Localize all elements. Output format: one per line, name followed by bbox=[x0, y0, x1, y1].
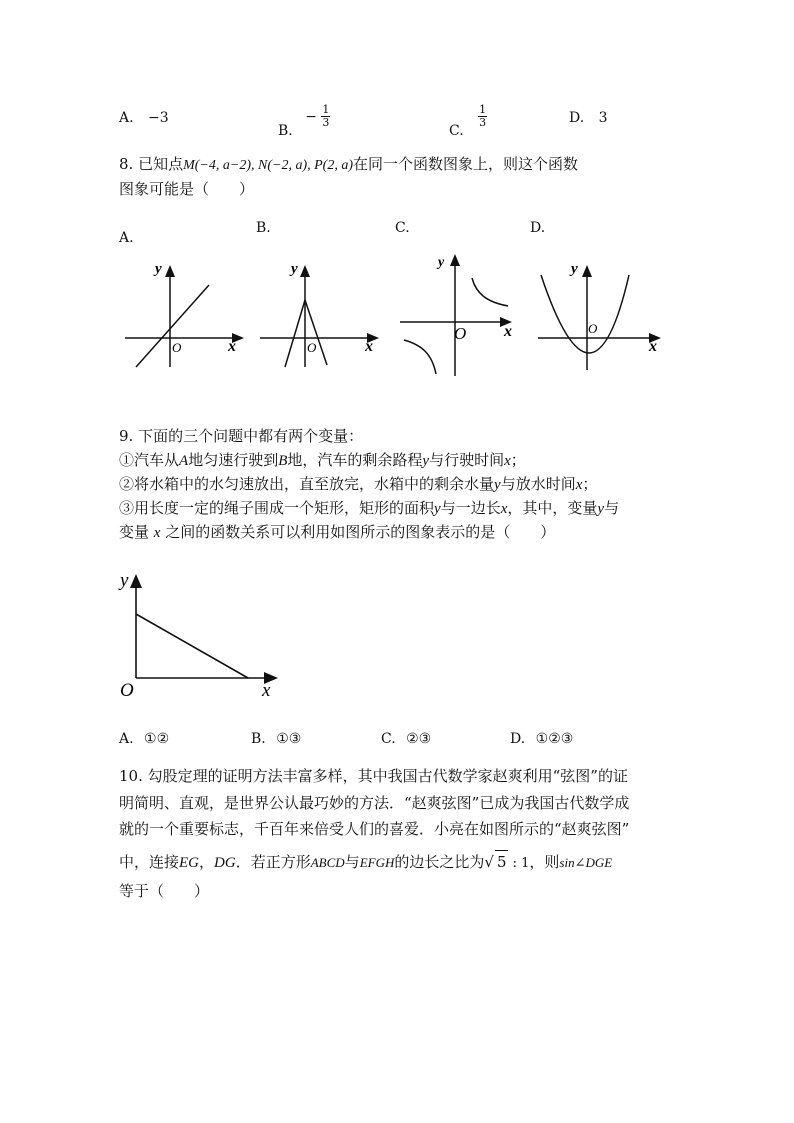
variable: x bbox=[153, 525, 161, 541]
variable: y bbox=[434, 501, 441, 517]
text-segment: ； bbox=[510, 451, 526, 469]
y-label: y bbox=[120, 570, 129, 591]
variable: ABCD bbox=[310, 855, 345, 870]
q10-line3: 就的一个重要标志，千百年来倍受人们的喜爱．小亮在如图所示的“赵爽弦图” bbox=[119, 820, 630, 838]
denominator: 3 bbox=[322, 116, 330, 129]
text-segment: ①汽车从 bbox=[119, 451, 180, 469]
text-segment: ，其中，变量 bbox=[507, 499, 598, 517]
variable: DG bbox=[214, 855, 236, 871]
q9-item2 bbox=[119, 473, 597, 496]
q8-graph-a bbox=[120, 255, 250, 375]
q8-label-c: C. bbox=[395, 220, 410, 236]
numerator: 1 bbox=[322, 103, 330, 116]
y-label: y bbox=[291, 261, 298, 277]
variable: B bbox=[278, 453, 288, 469]
numerator: 1 bbox=[479, 103, 487, 116]
denominator: 3 bbox=[479, 116, 487, 129]
origin-label: O bbox=[588, 321, 598, 336]
text-segment: ， bbox=[199, 853, 215, 871]
y-arrow-icon bbox=[300, 265, 310, 277]
q8-label-b: B. bbox=[256, 220, 271, 236]
variable: EFGH bbox=[359, 855, 395, 870]
q8-prefix: 已知点 bbox=[138, 155, 184, 173]
q9-item3 bbox=[119, 497, 619, 520]
text-segment: 地匀速行驶到 bbox=[188, 451, 279, 469]
option-letter: A. bbox=[119, 110, 134, 126]
q10-line1: 10. 勾股定理的证明方法丰富多样，其中我国古代数学家赵爽利用“弦图”的证 bbox=[119, 767, 628, 785]
text-segment: 与一边长 bbox=[440, 499, 501, 517]
q7-option-c bbox=[449, 103, 487, 139]
q8-suffix: 在同一个函数图象上，则这个函数 bbox=[352, 155, 578, 173]
text-segment: 与放水时间 bbox=[500, 475, 576, 493]
text-segment: ②将水箱中的水匀速放出，直至放完，水箱中的剩余水量 bbox=[119, 475, 495, 493]
text-segment: 与 bbox=[604, 499, 620, 517]
y-label: y bbox=[571, 261, 578, 277]
q9-option-c bbox=[381, 731, 431, 747]
variable: EG bbox=[179, 855, 200, 871]
q8-points: M(−4, a−2), N(−2, a), P(2, a) bbox=[183, 158, 353, 173]
q8-label-d: D. bbox=[530, 220, 546, 236]
sin-expression: sin∠DGE bbox=[559, 855, 613, 870]
option-letter: C. bbox=[381, 731, 396, 747]
q7-option-d bbox=[569, 110, 608, 126]
x-label: x bbox=[504, 323, 512, 340]
option-letter: B. bbox=[251, 731, 266, 747]
text-segment: 地，汽车的剩余路程 bbox=[287, 451, 423, 469]
variable: x bbox=[500, 501, 508, 517]
origin-label: O bbox=[454, 324, 467, 343]
option-value: −3 bbox=[148, 110, 169, 126]
q9-item3-continued bbox=[119, 521, 555, 544]
radicand: 5 bbox=[495, 850, 509, 873]
x-label: x bbox=[228, 338, 236, 355]
variable: y bbox=[422, 453, 430, 469]
option-value: ②③ bbox=[406, 731, 432, 747]
q9-title: 9. 下面的三个问题中都有两个变量： bbox=[119, 427, 364, 445]
q10-line4 bbox=[119, 850, 612, 875]
variable: y bbox=[597, 501, 605, 517]
text-segment: 与 bbox=[344, 853, 360, 871]
y-arrow-icon bbox=[582, 265, 592, 277]
q9-option-d bbox=[510, 731, 573, 747]
x-label: x bbox=[262, 680, 271, 699]
q8-stem-line1 bbox=[119, 153, 578, 177]
q8-label-a: A. bbox=[119, 230, 134, 246]
variable: x bbox=[504, 453, 511, 469]
text-segment: 中，连接 bbox=[119, 853, 180, 871]
text-segment: 与行驶时间 bbox=[429, 451, 505, 469]
text-segment: ③用长度一定的绳子围成一个矩形，矩形的面积 bbox=[119, 499, 435, 517]
option-sign: − bbox=[305, 108, 317, 125]
q9-graph bbox=[112, 564, 287, 699]
ratio: : 1 bbox=[508, 856, 530, 871]
q8-stem-line2: 图象可能是（ ） bbox=[119, 180, 255, 198]
option-letter: D. bbox=[510, 731, 526, 747]
origin-label: O bbox=[120, 680, 134, 699]
text-segment: ，则 bbox=[529, 853, 560, 871]
y-label: y bbox=[155, 261, 162, 277]
hyperbola-branch-right bbox=[472, 278, 508, 306]
option-value: ①③ bbox=[276, 731, 302, 747]
text-segment: 之间的函数关系可以利用如图所示的图象表示的是（ ） bbox=[165, 523, 556, 541]
x-label: x bbox=[365, 338, 373, 355]
text-segment: ．若正方形 bbox=[235, 853, 311, 871]
q10-line5: 等于（ ） bbox=[119, 882, 210, 900]
option-letter: D. bbox=[569, 110, 585, 126]
option-value: 3 bbox=[598, 110, 608, 126]
origin-label: O bbox=[172, 340, 182, 355]
y-arrow-icon bbox=[165, 265, 175, 277]
option-value: ①②③ bbox=[535, 731, 574, 747]
text-segment: 变量 bbox=[119, 523, 150, 541]
option-value: ①② bbox=[144, 731, 170, 747]
text-segment: 的边长之比为 bbox=[394, 853, 485, 871]
sqrt-icon: √ bbox=[484, 853, 494, 871]
function-line bbox=[285, 300, 327, 367]
hyperbola-branch-left bbox=[404, 340, 436, 374]
q8-graph-b bbox=[255, 255, 385, 375]
option-letter: A. bbox=[119, 731, 134, 747]
origin-label: O bbox=[307, 340, 317, 355]
y-arrow-icon bbox=[130, 574, 142, 588]
q7-option-a bbox=[119, 110, 169, 126]
fraction bbox=[478, 104, 487, 129]
function-curve bbox=[541, 275, 629, 353]
option-letter: B. bbox=[278, 122, 293, 139]
q9-option-b bbox=[251, 731, 301, 747]
question-number: 8. bbox=[119, 155, 134, 173]
q8-graph-c bbox=[398, 248, 528, 378]
function-line bbox=[136, 614, 248, 678]
q8-graph-d bbox=[533, 255, 668, 375]
q9-option-a bbox=[119, 731, 169, 747]
variable: A bbox=[179, 453, 189, 469]
option-letter: C. bbox=[449, 122, 464, 139]
q7-option-b bbox=[278, 103, 330, 139]
text-segment: ； bbox=[582, 475, 598, 493]
q9-item1 bbox=[119, 449, 526, 472]
y-label: y bbox=[438, 255, 445, 270]
variable: x bbox=[575, 477, 583, 493]
fraction bbox=[321, 104, 330, 129]
variable: y bbox=[494, 477, 501, 493]
x-label: x bbox=[649, 338, 657, 355]
q10-line2: 明简明、直观，是世界公认最巧妙的方法．“赵爽弦图”已成为我国古代数学成 bbox=[119, 794, 630, 812]
y-arrow-icon bbox=[450, 254, 460, 266]
